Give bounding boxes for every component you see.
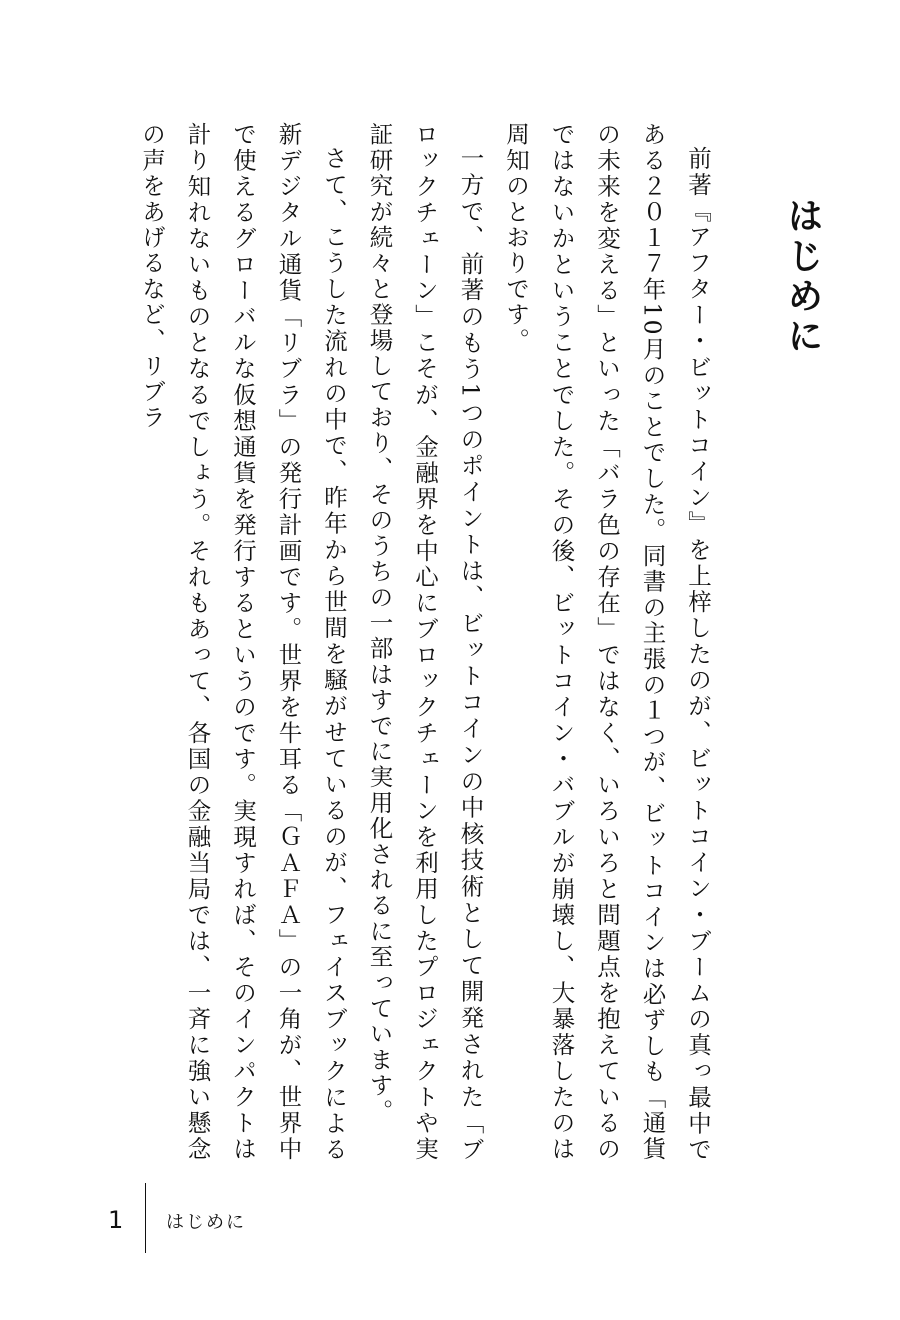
running-head: はじめに: [166, 1212, 246, 1233]
paragraph-2: 一方で、前著のもう1つのポイントは、ビットコインの中核技術として開発された「ブロックチェーン」こそが、金融界を中心にブロックチェーンを利用したプロジェクトや実証研究が続々と登場しており、そのうちの一部はすでに実用化されるに至っています。: [365, 122, 485, 1162]
body-text: [129, 122, 721, 1162]
chapter-title: はじめに: [782, 197, 823, 357]
page-number: 1: [108, 1206, 124, 1234]
paragraph-1: 前著『アフター・ビットコイン』を上梓したのが、ビットコイン・ブームの真っ最中である２０１７年10月のことでした。同書の主張の１つが、ビットコインは必ずしも「通貨の未来を変える」といった「バラ色の存在」ではなく、いろいろと問題点を抱えているのではないかということでした。その後、ビットコイン・バブルが崩壊し、大暴落したのは周知のとおりです。: [502, 122, 712, 1162]
paragraph-3: さて、こうした流れの中で、昨年から世間を騒がせているのが、フェイスブックによる新デジタル通貨「リブラ」の発行計画です。世界を牛耳る「ＧＡＦＡ」の一角が、世界中で使えるグローバルな仮想通貨を発行するというのです。実現すれば、そのインパクトは計り知れないものとなるでしょう。それもあって、各国の金融当局では、一斉に強い懸念の声をあげるなど、リブラ: [138, 122, 348, 1162]
footer-divider: [145, 1183, 146, 1253]
